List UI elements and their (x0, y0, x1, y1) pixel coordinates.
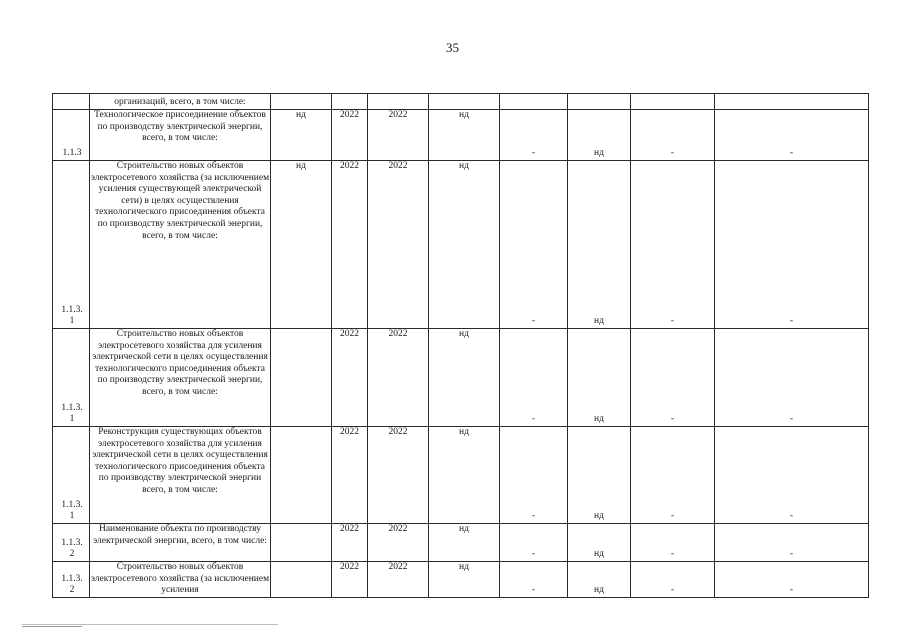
year-cell: 2022 (332, 427, 368, 524)
value-cell: нд (568, 562, 631, 598)
report-table (52, 93, 869, 598)
value-cell: - (500, 110, 568, 161)
value-cell: - (631, 110, 715, 161)
value-cell (271, 562, 332, 598)
value-cell: нд (429, 562, 500, 598)
report-table-body (53, 94, 869, 598)
value-cell: - (500, 161, 568, 329)
value-cell: - (631, 562, 715, 598)
year-cell: 2022 (332, 161, 368, 329)
row-number-cell: 1.1.3. 1 (53, 427, 90, 524)
row-number-cell: 1.1.3. 1 (53, 161, 90, 329)
value-cell: нд (271, 110, 332, 161)
value-cell: нд (429, 524, 500, 562)
table-row (53, 329, 869, 427)
value-cell: нд (429, 427, 500, 524)
row-name-cell: Технологическое присоединение объектов по производству электрической энергии, всего, в том числе: (90, 110, 271, 161)
value-cell: - (631, 161, 715, 329)
year-cell: 2022 (368, 110, 429, 161)
table-cell (429, 94, 500, 110)
row-number-cell: 1.1.3 (53, 110, 90, 161)
row-number-cell: 1.1.3. 2 (53, 524, 90, 562)
value-cell (271, 427, 332, 524)
row-name-cell: Реконструкция существующих объектов электросетевого хозяйства для усиления электрической сети в целях осуществления технологического присоединения объекта по производству электрической энергии всего, в том числе: (90, 427, 271, 524)
footer-line (22, 624, 278, 625)
table-cell (715, 94, 869, 110)
table-cell (568, 94, 631, 110)
value-cell: нд (271, 161, 332, 329)
table-row (53, 427, 869, 524)
value-cell: нд (429, 110, 500, 161)
value-cell: - (715, 427, 869, 524)
year-cell: 2022 (332, 329, 368, 427)
year-cell: 2022 (332, 110, 368, 161)
table-row (53, 161, 869, 329)
table-row (53, 110, 869, 161)
value-cell: - (500, 524, 568, 562)
row-name-cell: Строительство новых объектов электросетевого хозяйства (за исключением усиления существующей электрической сети) в целях осуществления технологического присоединения объекта по производству электрической энергии, всего, в том числе: (90, 161, 271, 329)
row-name-cell: организаций, всего, в том числе: (90, 94, 271, 110)
row-number-cell: 1.1.3. 2 (53, 562, 90, 598)
table-row (53, 524, 869, 562)
year-cell: 2022 (332, 524, 368, 562)
value-cell: - (500, 427, 568, 524)
value-cell: - (715, 110, 869, 161)
value-cell: нд (568, 329, 631, 427)
value-cell (271, 524, 332, 562)
year-cell: 2022 (368, 161, 429, 329)
row-number-cell: 1.1.3. 1 (53, 329, 90, 427)
table-cell (332, 94, 368, 110)
row-name-cell: Наименование объекта по производству электрической энергии, всего, в том числе: (90, 524, 271, 562)
value-cell: - (631, 329, 715, 427)
year-cell: 2022 (368, 562, 429, 598)
value-cell: - (715, 329, 869, 427)
value-cell: - (715, 524, 869, 562)
year-cell: 2022 (332, 562, 368, 598)
table-cell (368, 94, 429, 110)
row-name-cell: Строительство новых объектов электросетевого хозяйства для усиления электрической сети в целях осуществления технологического присоединения объекта по производству электрической энергии, всего, в том числе: (90, 329, 271, 427)
value-cell: нд (568, 427, 631, 524)
year-cell: 2022 (368, 329, 429, 427)
value-cell: нд (568, 524, 631, 562)
year-cell: 2022 (368, 427, 429, 524)
value-cell: - (715, 161, 869, 329)
page-number: 35 (446, 40, 459, 55)
table-cell (500, 94, 568, 110)
value-cell: нд (568, 110, 631, 161)
value-cell: - (631, 524, 715, 562)
table-row (53, 562, 869, 598)
row-number-cell (53, 94, 90, 110)
table-cell (271, 94, 332, 110)
table-row (53, 94, 869, 110)
year-cell: 2022 (368, 524, 429, 562)
value-cell: - (500, 562, 568, 598)
value-cell: нд (568, 161, 631, 329)
value-cell: - (715, 562, 869, 598)
value-cell: нд (429, 329, 500, 427)
value-cell: - (500, 329, 568, 427)
row-name-cell: Строительство новых объектов электросетевого хозяйства (за исключением усиления (90, 562, 271, 598)
footer-line-short (22, 626, 82, 627)
value-cell: нд (429, 161, 500, 329)
table-cell (631, 94, 715, 110)
value-cell (271, 329, 332, 427)
value-cell: - (631, 427, 715, 524)
